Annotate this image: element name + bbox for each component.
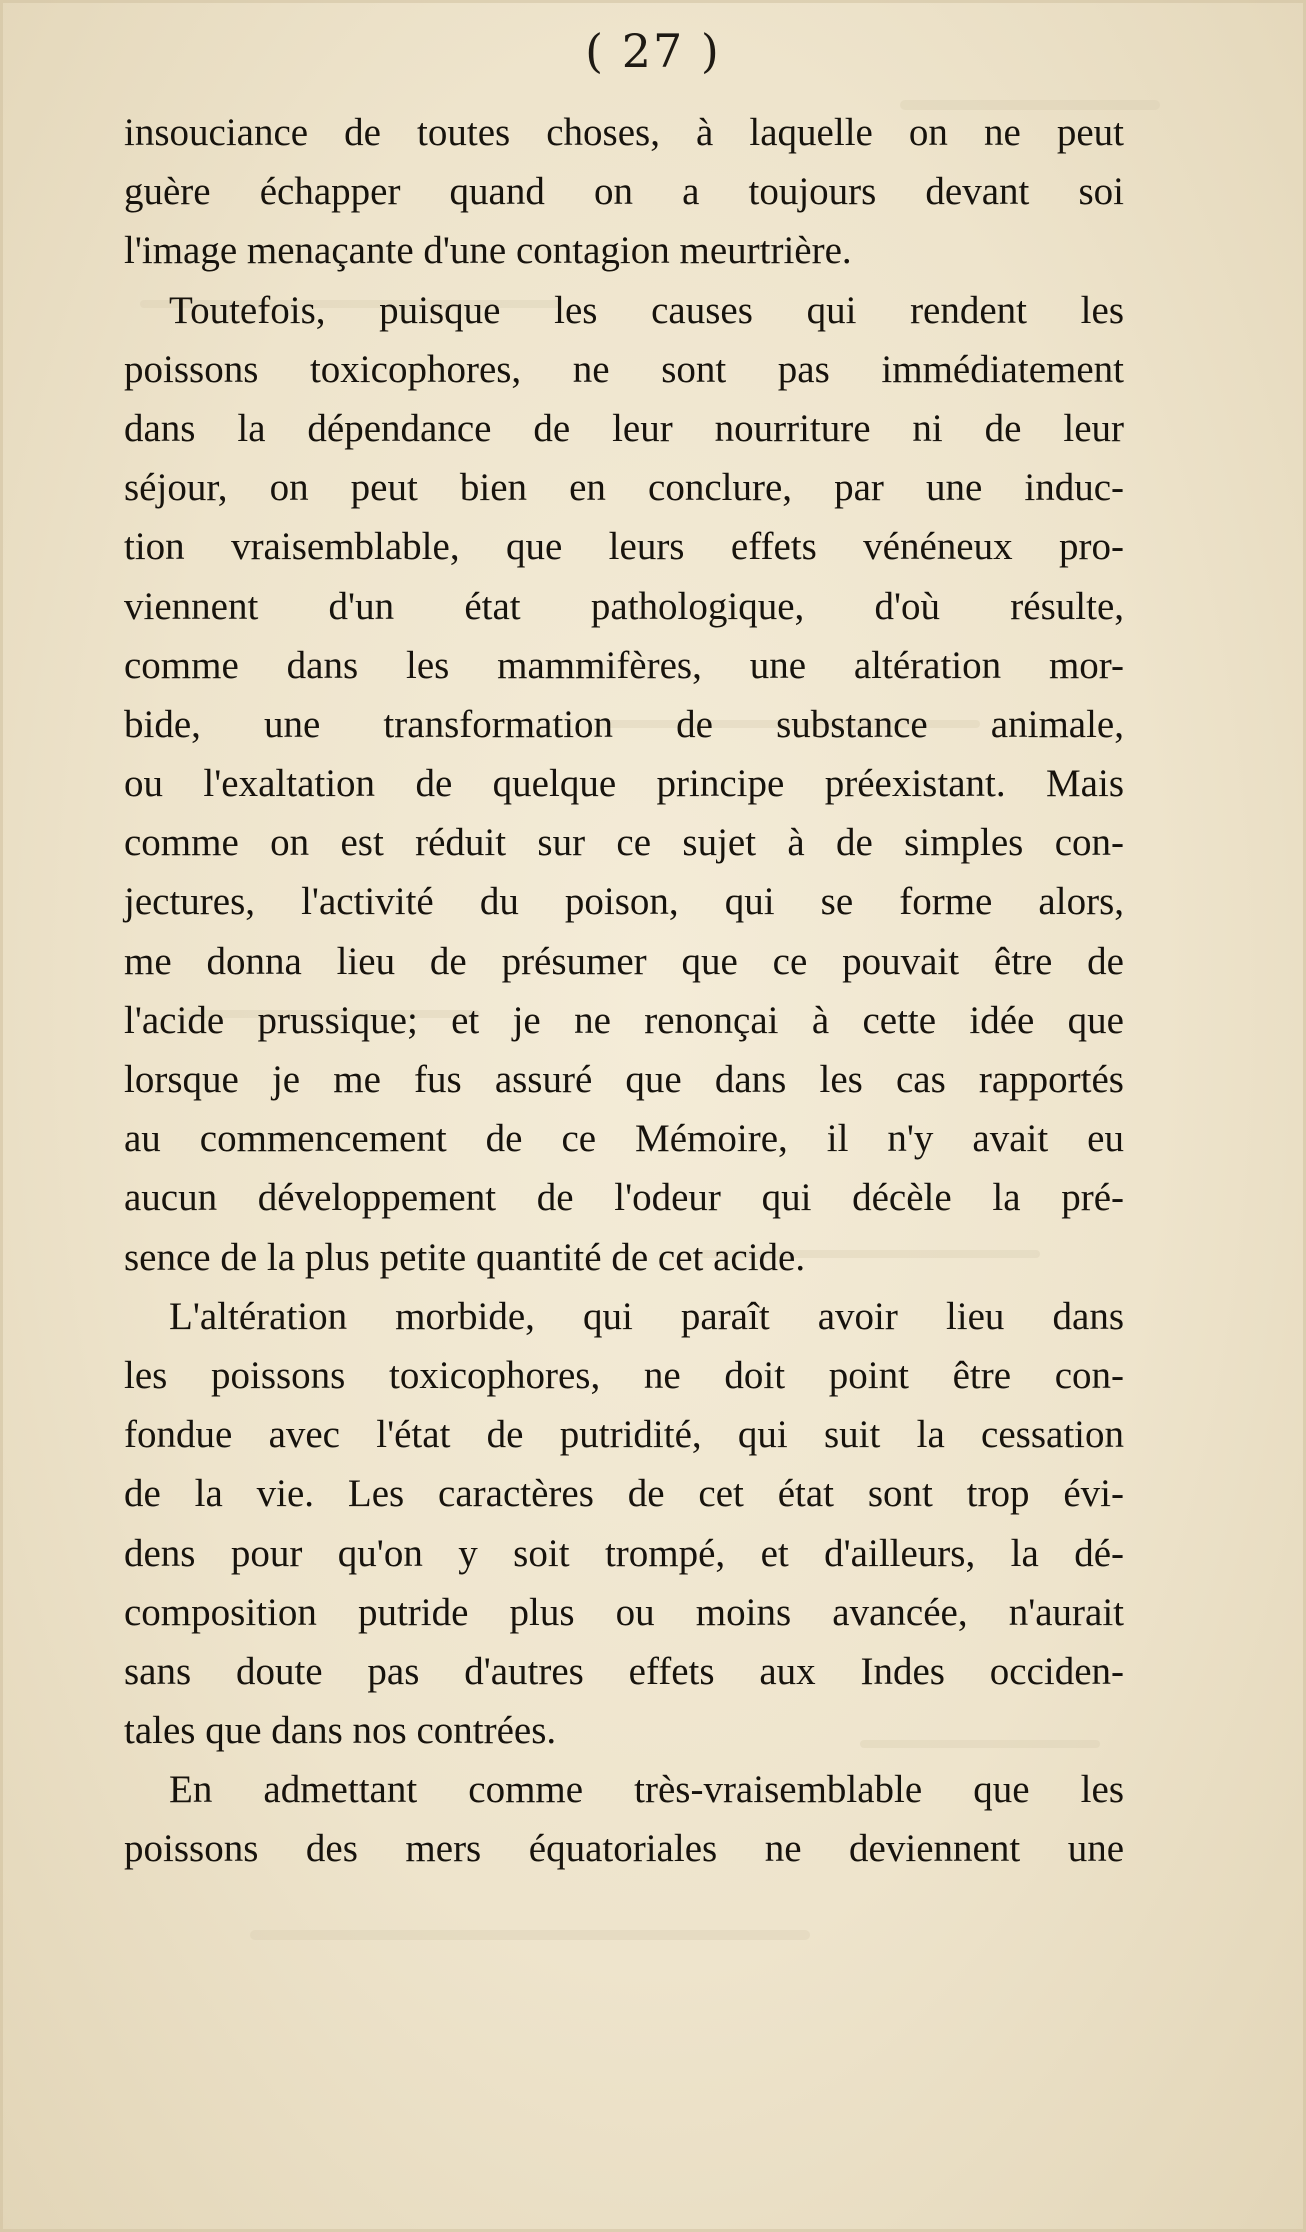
text-line: bide, une transformation de substance animale,	[124, 702, 1124, 746]
text-line: dens pour qu'on y soit trompé, et d'ailleurs, la dé-	[124, 1531, 1124, 1575]
text-line: de la vie. Les caractères de cet état sont trop évi-	[124, 1472, 1124, 1516]
text-line: aucun développement de l'odeur qui décèle la pré-	[124, 1176, 1124, 1220]
text-line: guère échapper quand on a toujours devant soi	[124, 170, 1124, 214]
text-line: l'image menaçante d'une contagion meurtrière.	[124, 229, 852, 273]
paragraph-start-line: Toutefois, puisque les causes qui rendent les	[169, 288, 1124, 332]
text-line: me donna lieu de présumer que ce pouvait être de	[124, 939, 1124, 983]
text-line: dans la dépendance de leur nourriture ni de leur	[124, 406, 1124, 450]
text-line: viennent d'un état pathologique, d'où résulte,	[124, 584, 1124, 628]
text-line: tales que dans nos contrées.	[124, 1709, 557, 1753]
paragraph-start-line: L'altération morbide, qui paraît avoir lieu dans	[169, 1294, 1124, 1338]
text-line: sans doute pas d'autres effets aux Indes occiden-	[124, 1649, 1124, 1693]
text-line: fondue avec l'état de putridité, qui suit la cessation	[124, 1413, 1124, 1457]
text-line: l'acide prussique; et je ne renonçai à cette idée que	[124, 998, 1124, 1042]
paragraph-start-line: En admettant comme très-vraisemblable que les	[169, 1768, 1124, 1812]
text-line: ou l'exaltation de quelque principe préexistant. Mais	[124, 762, 1124, 806]
text-line: insouciance de toutes choses, à laquelle on ne peut	[124, 111, 1124, 154]
text-line: poissons toxicophores, ne sont pas immédiatement	[124, 347, 1124, 391]
page-number: ( 27 )	[585, 24, 721, 78]
text-line: comme dans les mammifères, une altération mor-	[124, 643, 1124, 687]
text-line: les poissons toxicophores, ne doit point être con-	[124, 1353, 1124, 1397]
text-line: lorsque je me fus assuré que dans les cas rapportés	[124, 1058, 1124, 1101]
text-line: poissons des mers équatoriales ne deviennent une	[124, 1827, 1124, 1871]
body-text	[124, 103, 1124, 1879]
text-line: tion vraisemblable, que leurs effets vénéneux pro-	[124, 525, 1124, 569]
text-line: séjour, on peut bien en conclure, par une induc-	[124, 466, 1124, 510]
text-line: sence de la plus petite quantité de cet acide.	[124, 1235, 806, 1279]
text-line: comme on est réduit sur ce sujet à de simples con-	[124, 821, 1124, 865]
text-line: jectures, l'activité du poison, qui se forme alors,	[124, 880, 1124, 924]
text-line: composition putride plus ou moins avancée, n'aurait	[124, 1590, 1124, 1634]
text-line: au commencement de ce Mémoire, il n'y avait eu	[124, 1117, 1124, 1161]
